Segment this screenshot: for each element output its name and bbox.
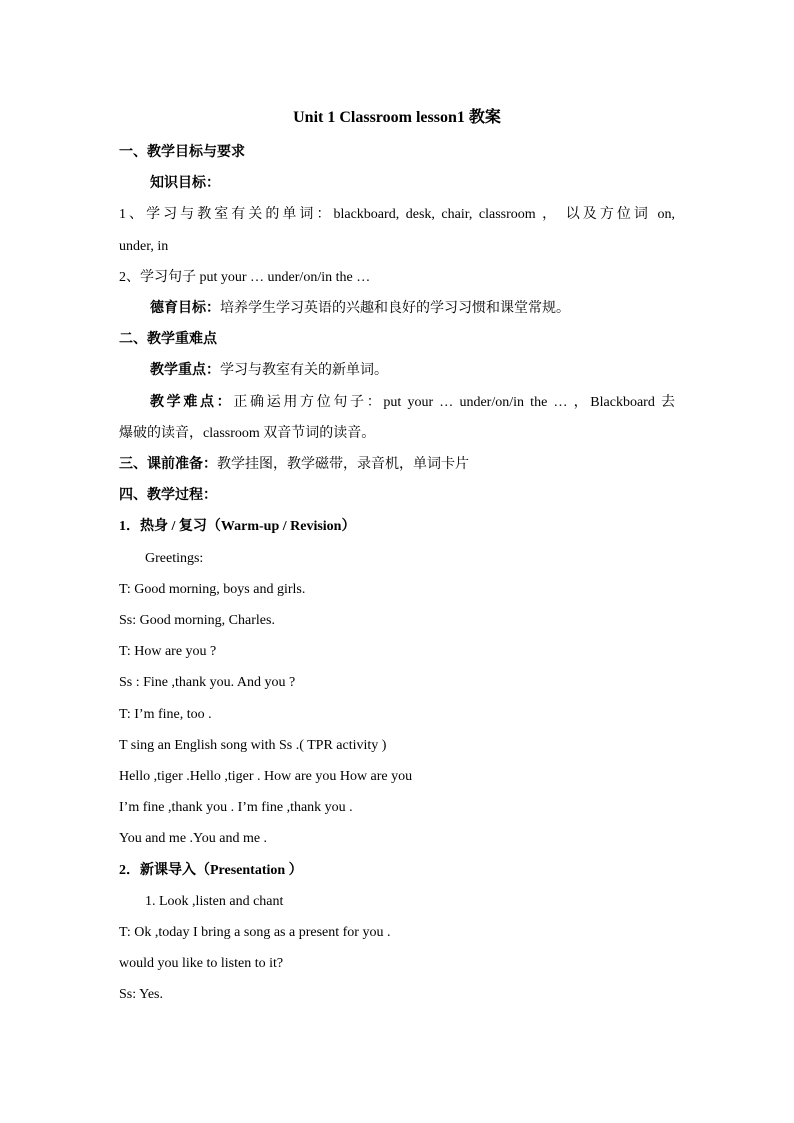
- moral-goal: [150, 299, 675, 319]
- dialogue-line: Ss : Fine ,thank you. And you ?: [119, 675, 296, 690]
- dialogue-line: T: Ok ,today I bring a song as a present for you .: [119, 925, 391, 940]
- section-1-heading: 一、教学目标与要求: [119, 145, 245, 160]
- teaching-difficulty-label: 教学难点：: [150, 395, 234, 410]
- section-3-label: 三、课前准备：: [119, 457, 217, 472]
- dialogue-line: T: I’m fine, too .: [119, 707, 212, 722]
- knowledge-goal-label: 知识目标：: [150, 176, 220, 191]
- teaching-focus-label: 教学重点：: [150, 363, 220, 378]
- document-title: Unit 1 Classroom lesson1 教案: [293, 109, 501, 126]
- dialogue-line: T: How are you ?: [119, 644, 217, 659]
- sub-step-1: 1. Look ,listen and chant: [145, 894, 284, 909]
- song-line: Hello ,tiger .Hello ,tiger . How are you How are you: [119, 769, 413, 784]
- teaching-difficulty-text: 正确运用方位句子：put your … under/on/in the … ，Blackboard 去: [233, 395, 675, 410]
- moral-goal-label: 德育目标：: [150, 301, 220, 316]
- knowledge-item-1: 1、学习与教室有关的单词：blackboard, desk, chair, classroom ， 以及方位词 on,: [119, 207, 675, 222]
- dialogue-line: T: Good morning, boys and girls.: [119, 582, 306, 597]
- step-2-heading: 2．新课导入（Presentation ）: [119, 863, 303, 878]
- moral-goal-text: 培养学生学习英语的兴趣和良好的学习习惯和课堂常规。: [220, 301, 570, 316]
- teaching-focus-text: 学习与教室有关的新单词。: [220, 363, 388, 378]
- dialogue-line: would you like to listen to it?: [119, 956, 284, 971]
- teaching-difficulty: [150, 393, 675, 413]
- section-2-heading: 二、教学重难点: [119, 332, 217, 347]
- dialogue-line: T sing an English song with Ss .( TPR activity ): [119, 738, 387, 753]
- teaching-focus: [150, 361, 675, 381]
- knowledge-item-2: 2、学习句子 put your … under/on/in the …: [119, 270, 371, 285]
- teaching-difficulty-cont: 爆破的读音，classroom 双音节词的读音。: [119, 426, 376, 441]
- song-line: I’m fine ,thank you . I’m fine ,thank you .: [119, 800, 353, 815]
- dialogue-line: Ss: Yes.: [119, 987, 163, 1002]
- section-4-heading: 四、教学过程：: [119, 488, 217, 503]
- section-3-text: 教学挂图，教学磁带，录音机，单词卡片: [217, 457, 469, 472]
- knowledge-item-1-cont: under, in: [119, 239, 169, 254]
- greetings-label: Greetings:: [145, 551, 204, 566]
- dialogue-line: Ss: Good morning, Charles.: [119, 613, 275, 628]
- section-3: [119, 455, 675, 475]
- step-1-heading: 1．热身 / 复习（Warm-up / Revision）: [119, 519, 356, 534]
- song-line: You and me .You and me .: [119, 831, 268, 846]
